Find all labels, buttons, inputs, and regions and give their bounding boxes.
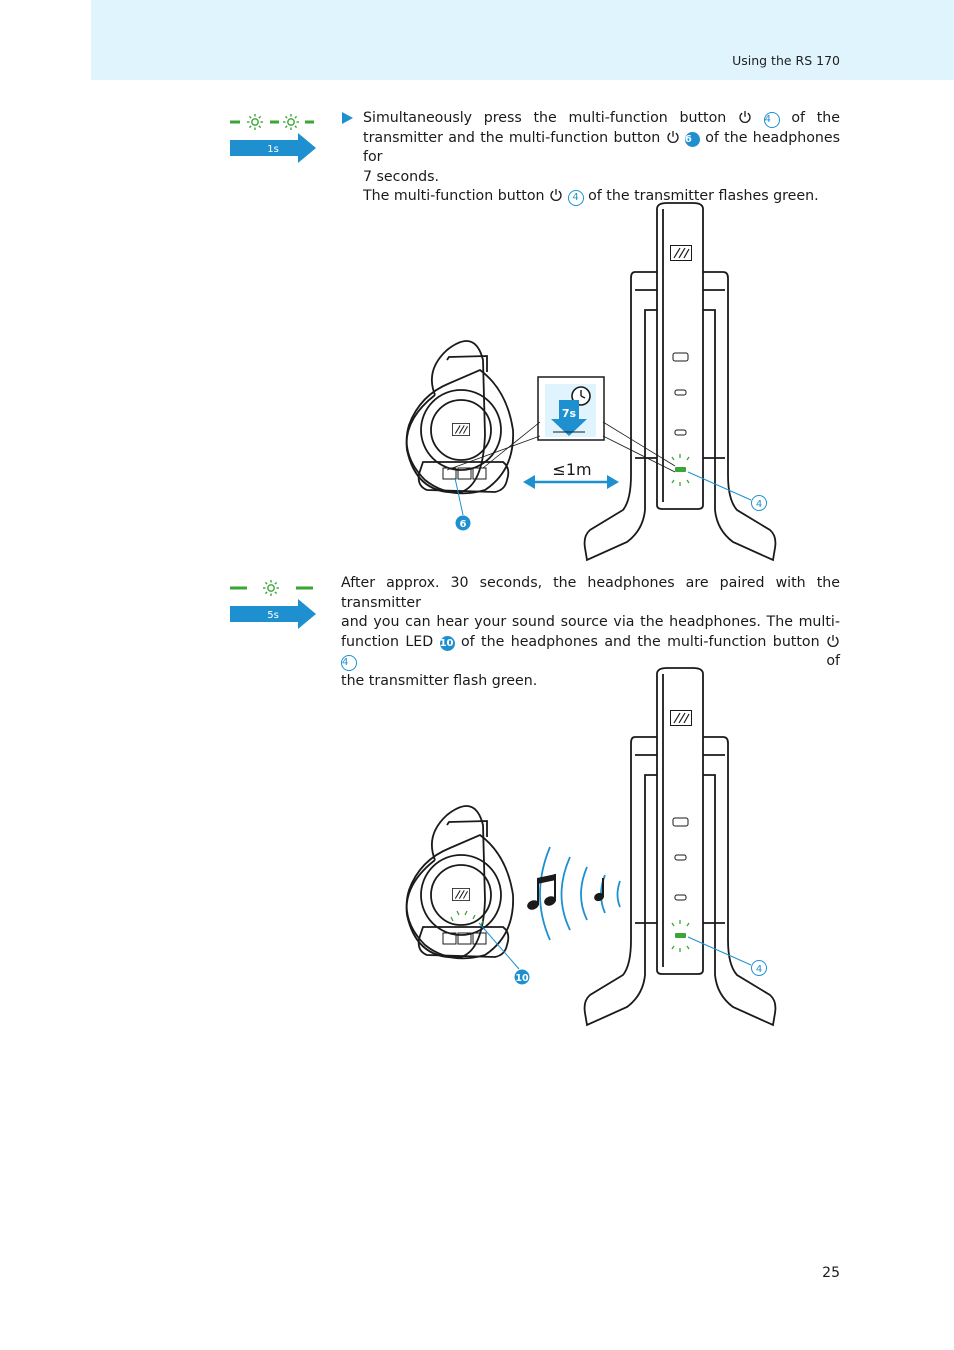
ref-transmitter-button: 4 — [568, 190, 584, 206]
power-icon — [826, 634, 840, 648]
figure-paired — [395, 665, 795, 1035]
indicator-time-1: 1s — [267, 144, 279, 155]
callout-10: 10 — [515, 973, 529, 984]
led-indicator-2 — [228, 578, 320, 628]
section-title: Using the RS 170 — [732, 53, 840, 68]
step1-instruction: Simultaneously press the multi-function button 4 of the transmitter and the multi-function button 6 of the headphones for 7 seconds. The multi-function button 4 of the transmitter flashes green. — [363, 110, 840, 204]
power-icon — [666, 130, 680, 144]
power-icon — [738, 110, 752, 124]
led-flash-icon — [247, 114, 263, 130]
figure-pairing-press — [395, 200, 795, 570]
header-band — [91, 0, 954, 80]
play-bullet-icon — [342, 112, 353, 124]
step2-result: After approx. 30 seconds, the headphones are paired with the transmitter and you can hear your sound source via the headphones. The multi- function LED 10 of the headphones and the multi-function button 4 of the transmitter flash green. — [341, 575, 840, 689]
led-flash-icon — [263, 580, 279, 596]
ref-headphones-button: 6 — [685, 132, 700, 147]
distance-label: ≤1m — [552, 460, 592, 479]
music-note-icon — [526, 874, 605, 911]
callout-4: 4 — [755, 964, 763, 975]
timer-label: 7s — [561, 407, 577, 420]
page-number: 25 — [822, 1265, 840, 1281]
callout-4: 4 — [755, 499, 763, 510]
callout-6: 6 — [459, 519, 467, 530]
indicator-time-2: 5s — [267, 610, 279, 621]
ref-led: 10 — [439, 637, 454, 649]
ref-transmitter-button: 4 — [764, 112, 780, 128]
ref-transmitter-button: 4 — [341, 655, 357, 671]
led-flash-icon — [283, 114, 299, 130]
led-indicator-1 — [228, 112, 320, 162]
